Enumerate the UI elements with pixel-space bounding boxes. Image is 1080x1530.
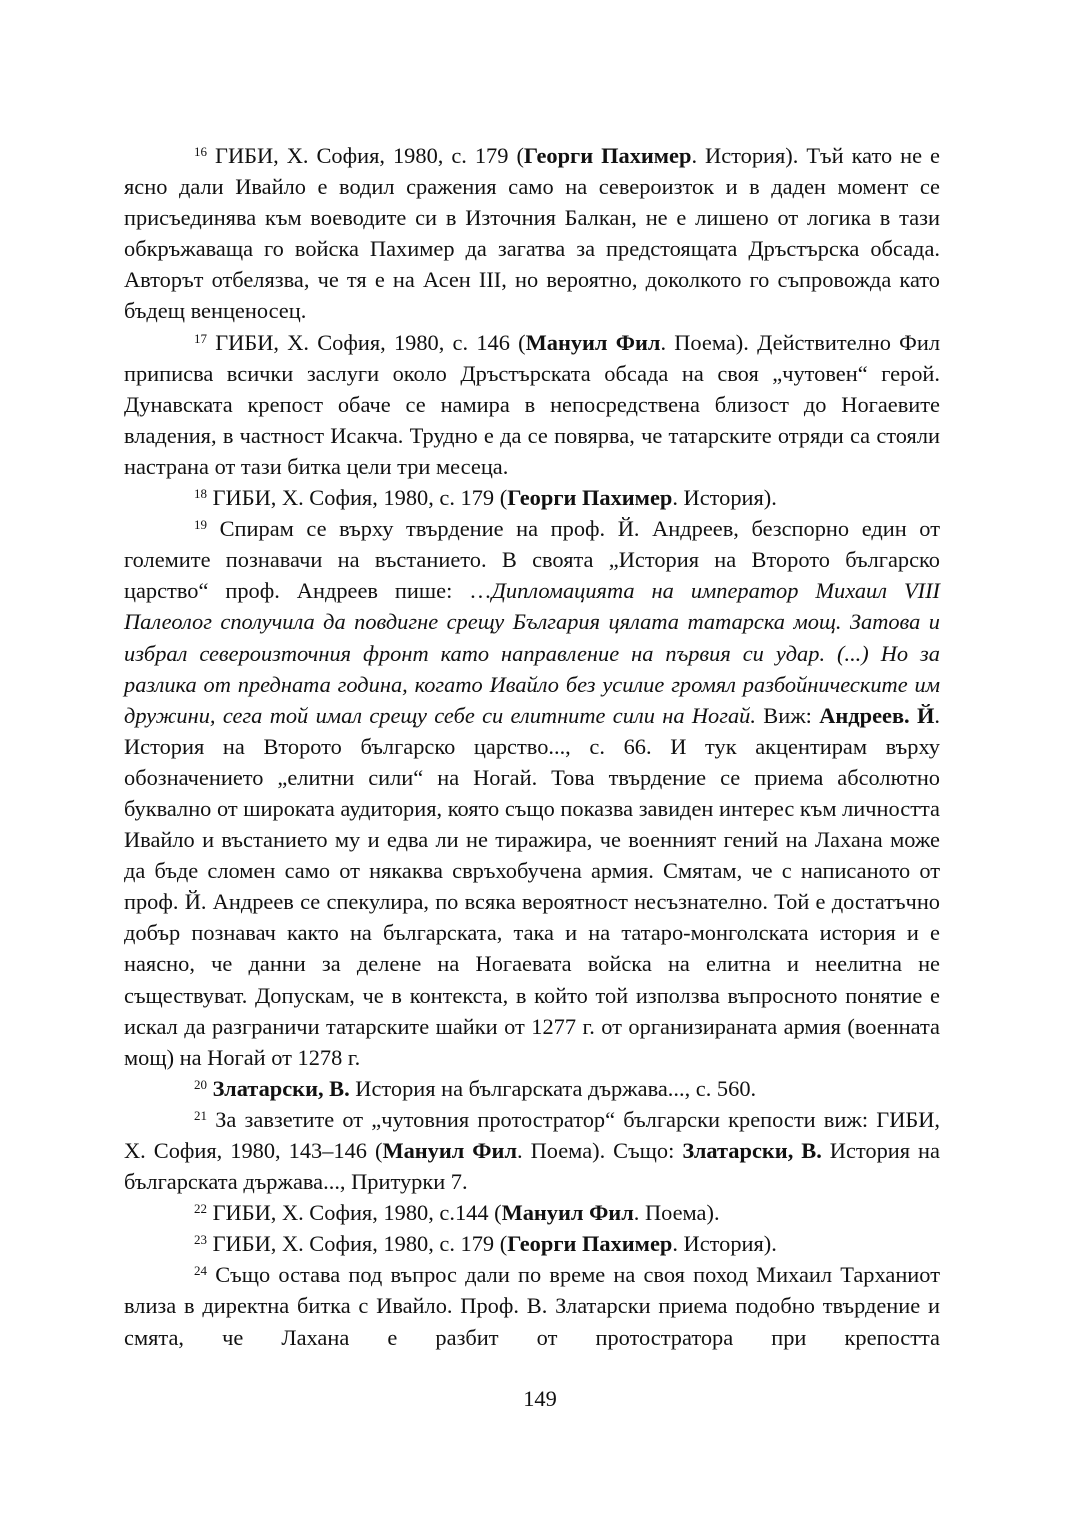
footnote-author: Златарски, В. — [682, 1138, 822, 1163]
footnote-number: 22 — [194, 1201, 207, 1217]
footnote-21 — [124, 1104, 940, 1197]
footnote-author: Мануил Фил — [501, 1200, 634, 1226]
footnote-source: ГИБИ, Х. София, 1980, с. 179 ( — [215, 143, 524, 168]
footnote-text: . История на Второто българско царство..., с. 66. И тук акцентирам върху обозначението „елитни сили“ на Ногай. Това твърдение се приема абсолютно буквално от широката аудитория, която също показва завиден интерес към личността Ивайло и въстанието му и едва ли не тиражира, че военният гений на Лахана може да бъде сломен само от някаква свръхобучена армия. Смятам, че с написаното от проф. Й. Андреев се спекулира, по всяка вероятност несъзнателно. Той е достатъчно добър познавач както на българската, така и на татаро-монголската история и е наясно, че данни за делене на Ногаевата войска на елитна и неелитна не съществуват. Допускам, че в контекста, в който той използва въпросното понятие е искал да разграничи татарските шайки от 1277 г. от организираната армия (военната мощ) на Ногай от 1278 г. — [124, 702, 940, 1070]
page-number: 149 — [523, 1386, 557, 1411]
footnote-author: Георги Пахимер — [507, 485, 673, 511]
footnote-text: Спирам се върху твърдение на проф. Й. Андреев, безспорно един от големите познавачи на въстанието. В своята „История на Второто българско царство“ проф. Андреев пише: … — [124, 516, 940, 604]
footnote-author: Георги Пахимер — [507, 1231, 673, 1257]
footnote-number: 23 — [194, 1232, 207, 1248]
footnote-text: Също остава под въпрос дали по време на своя поход Михаил Тарханиот влиза в директна битка с Ивайло. Проф. В. Златарски приема подобно твърдение и смята, че Лахана е разбит от протостратора при крепостта — [124, 1262, 940, 1350]
footnote-work: . Поема). — [660, 329, 749, 355]
footnote-22 — [124, 1197, 940, 1228]
footnote-author: Мануил Фил — [525, 329, 661, 355]
footnote-work: . Поема). — [633, 1200, 720, 1226]
footnote-text: Действително Фил приписва всички заслуги около Дръстърската обсада на своя „чутовен“ герой. Дунавската крепост обаче се намира в непосредствена близост до Ногаевите владения, в частност Исакча. Трудно е да се повярва, че татарските отряди са стояли настрана от тази битка цели три месеца. — [124, 329, 940, 479]
footnote-17 — [124, 327, 940, 482]
footnote-text: История на българската държава..., Притурки 7. — [124, 1138, 940, 1195]
footnote-number: 20 — [194, 1076, 207, 1092]
footnote-work: . История). — [672, 1231, 777, 1257]
footnote-24 — [124, 1259, 940, 1352]
footnote-number: 16 — [194, 144, 207, 159]
footnote-work: . Поема). Също: — [517, 1138, 683, 1163]
footnote-number: 17 — [194, 330, 207, 346]
footnote-source: ГИБИ, Х. София, 1980, с.144 ( — [212, 1200, 502, 1226]
footnote-source: ГИБИ, Х. София, 1980, с. 179 ( — [212, 1231, 508, 1257]
footnote-16 — [124, 140, 940, 327]
footnote-number: 19 — [194, 517, 207, 533]
footnote-author: Мануил Фил — [382, 1138, 518, 1163]
footnote-author: Златарски, В. — [212, 1075, 350, 1101]
footnote-number: 21 — [194, 1107, 207, 1123]
footnote-number: 18 — [194, 486, 207, 502]
footnote-text: Тъй като не е ясно дали Ивайло е водил сражения само на североизток и в даден момент се присъединява към воеводите си в Източния Балкан, не е лишено от логика в тази обкръжаваща го войска Пахимер да загатва за предстоящата Дръстърска обсада. Авторът отбелязва, че тя е на Асен ІІІ, но вероятно, доколкото го съпровожда като бъдещ венценосец. — [124, 143, 940, 324]
footnote-author: Андреев. Й — [819, 702, 935, 728]
footnote-number: 24 — [194, 1263, 207, 1279]
footnotes-block — [124, 140, 940, 1353]
footnote-quote: Дипломацията на император Михаил VIII Палеолог сполучила да повдигне срещу България цялата татарска мощ. Затова и избрал североизточния фронт като направление на първия си удар. (...) Но за разлика от предната година, когато Ивайло без усилие громял разбойническите им дружини, сега той имал срещу себе си елитните сили на Ногай. — [124, 578, 940, 728]
footnote-23 — [124, 1228, 940, 1259]
footnote-source: ГИБИ, Х. София, 1980, с. 179 ( — [212, 485, 508, 511]
footnote-text: История на българската държава..., с. 560. — [349, 1075, 757, 1101]
footnote-18 — [124, 482, 940, 513]
footnote-work: . История). — [672, 485, 777, 511]
footnote-author: Георги Пахимер — [523, 143, 692, 168]
footnote-source: ГИБИ, Х. София, 1980, с. 146 ( — [215, 329, 526, 355]
footnote-19 — [124, 513, 940, 1073]
footnote-20 — [124, 1073, 940, 1104]
footnote-see: Виж: — [755, 702, 820, 728]
footnote-text: За завзетите от „чутовния протостратор“ български крепости виж: ГИБИ, Х. София, 1980, 143–146 ( — [124, 1106, 940, 1163]
footnote-work: . История). — [691, 143, 799, 168]
